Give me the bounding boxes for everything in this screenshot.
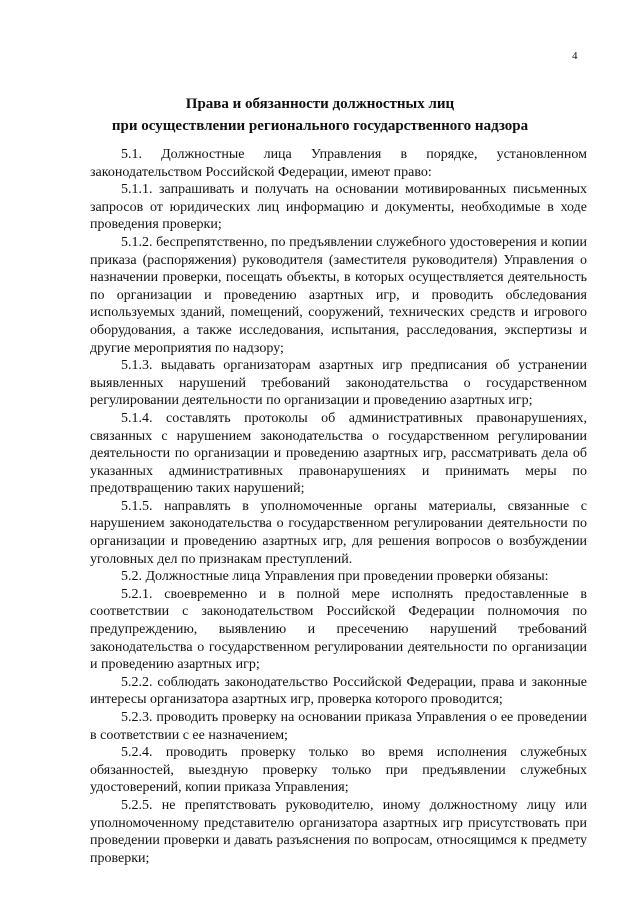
section-heading-line-1: Права и обязанности должностных лиц [185,96,455,112]
paragraph-5-1-5: 5.1.5. направлять в уполномоченные органы материалы, связанные с нарушением законодательства о государственном регулировании деятельности по организации и проведению азартных игр, для решения вопросов о возбуждении уголовных дел по признакам преступлений. [90,498,587,567]
paragraph-5-1: 5.1. Должностные лица Управления в порядке, установленном законодательством Российской Федерации, имеют право: [90,147,587,180]
section-heading-line-2: при осуществлении регионального государственного надзора [111,118,529,134]
paragraph-5-2-5: 5.2.5. не препятствовать руководителю, иному должностному лицу или уполномоченному представителю организатора азартных игр присутствовать при проведении проверки и давать разъяснения по вопросам, относящимся к предмету проверки; [90,797,587,866]
document-body [90,146,587,867]
paragraph-5-2: 5.2. Должностные лица Управления при проведении проверки обязаны: [121,569,549,585]
paragraph-5-1-4: 5.1.4. составлять протоколы об административных правонарушениях, связанных с нарушением законодательства о государственном регулировании деятельности по организации и проведению азартных игр, рассматривать дела об указанных административных правонарушениях и принимать меры по предотвращению таких нарушений; [90,410,587,497]
paragraph-5-1-2: 5.1.2. беспрепятственно, по предъявлении служебного удостоверения и копии приказа (распоряжения) руководителя (заместителя руководителя) Управления о назначении проверки, посещать объекты, в которых осуществляется деятельность по организации и проведению азартных игр, и проводить обследования используемых зданий, помещений, сооружений, технических средств и игрового оборудования, а также исследования, испытания, расследования, экспертизы и другие мероприятия по надзору; [90,234,587,356]
paragraph-5-2-4: 5.2.4. проводить проверку только во время исполнения служебных обязанностей, выездную проверку только при предъявлении служебных удостоверений, копии приказа Управления; [90,745,587,796]
paragraph-5-2-2: 5.2.2. соблюдать законодательство Российской Федерации, права и законные интересы организатора азартных игр, проверка которого проводится; [90,674,587,708]
paragraph-5-2-3: 5.2.3. проводить проверку на основании приказа Управления о ее проведении в соответствии с ее назначением; [90,710,587,743]
paragraph-5-2-1: 5.2.1. своевременно и в полной мере исполнять предоставленные в соответствии с законодательством Российской Федерации полномочия по предупреждению, выявлению и пресечению нарушений требований законодательства о государственном регулировании деятельности по организации и проведению азартных игр; [90,586,587,673]
paragraph-5-1-1: 5.1.1. запрашивать и получать на основании мотивированных письменных запросов от юридических лиц информацию и документы, необходимые в ходе проведения проверки; [90,182,587,233]
page-number: 4 [572,50,578,62]
paragraph-5-1-3: 5.1.3. выдавать организаторам азартных игр предписания об устранении выявленных нарушений требований законодательства о государственном регулировании деятельности по организации и проведению азартных игр; [90,358,587,409]
section-heading [80,93,560,137]
